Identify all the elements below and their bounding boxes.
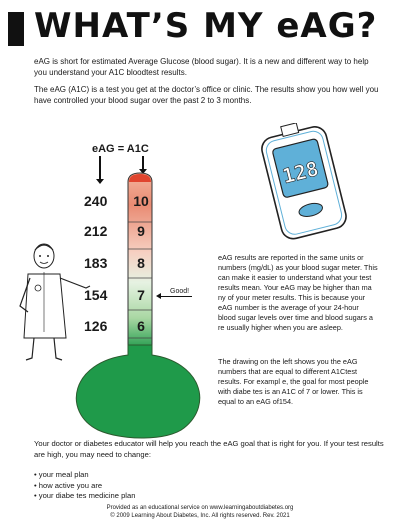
footer-line-2: © 2009 Learning About Diabetes, Inc. All rights reserved. Rev. 2021	[110, 513, 290, 519]
a1c-value: 6	[137, 318, 145, 334]
good-pointer-icon	[160, 296, 192, 297]
equation-eag: eAG	[92, 143, 115, 155]
intro-paragraph-2: The eAG (A1C) is a test you get at the doctor’s office or clinic. The results show you how well you have controlled your blood sugar over the past 2 to 3 months.	[34, 85, 379, 105]
equation-equals: =	[117, 143, 125, 155]
eag-value: 240	[84, 193, 108, 209]
page-title: WHAT’S MY eAG?	[34, 6, 378, 46]
eag-value: 183	[84, 255, 108, 271]
equation-a1c: A1C	[126, 143, 149, 155]
intro-paragraph-1: eAG is short for estimated Average Glucose (blood sugar). It is a new and different way to help you understand your A1C bloodtest results.	[34, 57, 369, 77]
a1c-value: 9	[137, 223, 145, 239]
a1c-value: 8	[137, 255, 145, 271]
change-list	[34, 464, 135, 502]
bottom-paragraph: Your doctor or diabetes educator will help you reach the eAG goal that is right for you. If your test results are high, you may need to change:	[34, 439, 384, 459]
footer-line-1: Provided as an educational service on www.learningaboutdiabetes.org	[106, 505, 294, 511]
eag-value: 154	[84, 287, 108, 303]
side-paragraph-2: The drawing on the left shows you the eAG numbers that are equal to different A1Ctest results. For exampl e, the goal for most people with diabe tes is an A1C of 7 or lower. This is equal to an eAG of154.	[218, 357, 369, 406]
side-paragraph-1: eAG results are reported in the same units or numbers (mg/dL) as your blood sugar meter. This can make it easier to understand what your test results mean. Your eAG may be higher than ma ny of your meter results. This is because your eAG number is the average of your 24-hour blood sugar levels over time and blood sugars a re usually higher when you are asleep.	[218, 253, 378, 332]
eag-value: 212	[84, 223, 108, 239]
meter-reading: 128	[279, 156, 321, 189]
good-label: Good!	[170, 288, 190, 295]
glucose-meter-illustration	[243, 123, 363, 243]
list-item: • your meal plan	[34, 470, 89, 479]
list-item: • your diabe tes medicine plan	[34, 491, 136, 500]
doctor-illustration	[18, 242, 96, 362]
list-item: • how active you are	[34, 480, 103, 490]
a1c-value: 7	[137, 287, 145, 303]
eag-value: 126	[84, 318, 108, 334]
a1c-value: 10	[133, 193, 149, 209]
